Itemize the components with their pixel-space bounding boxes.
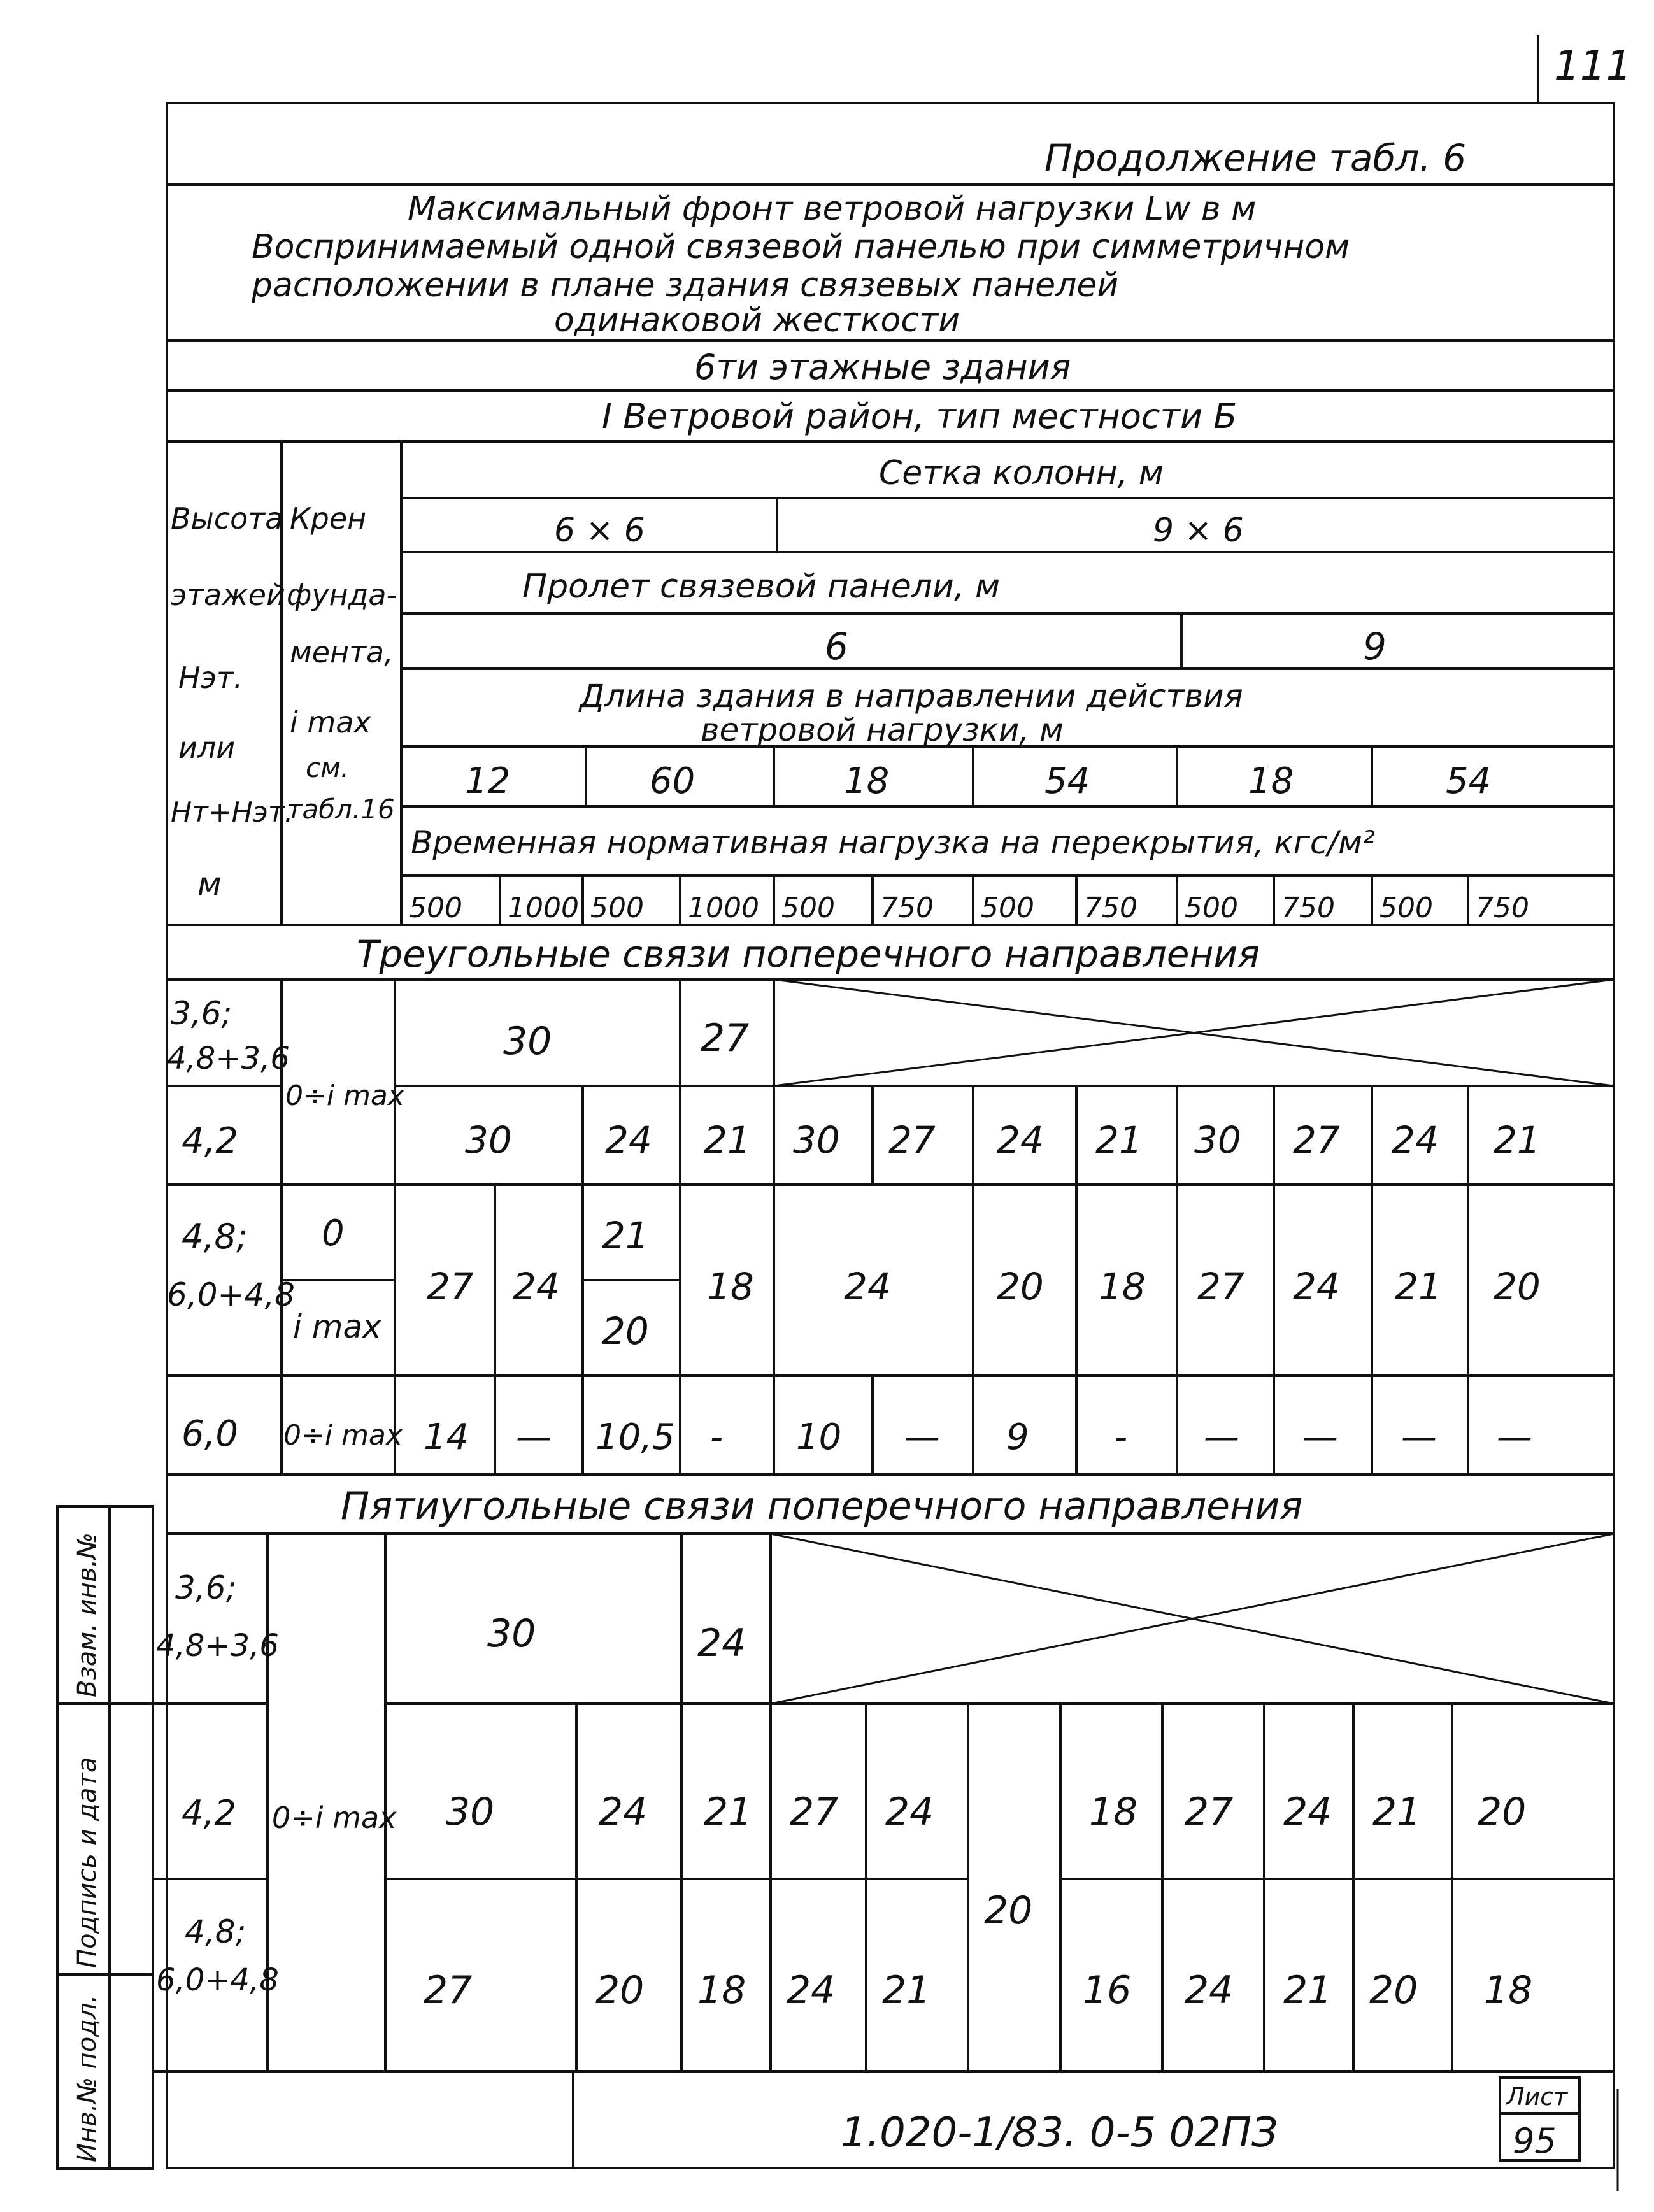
s1-cell: 9: [1006, 1416, 1029, 1458]
s1-cell: 24: [997, 1118, 1044, 1162]
stamp-replacement-inv: Взам. инв.№: [73, 1532, 102, 1697]
s1-row4-tilt: 0÷i max: [283, 1419, 403, 1452]
grid-value-6x6: 6 × 6: [554, 511, 645, 550]
tilt-label-6: табл.16: [287, 794, 395, 825]
load-value: 750: [1476, 892, 1529, 924]
s1-cell: 21: [1494, 1118, 1541, 1162]
s1-cell: 30: [1194, 1118, 1241, 1162]
s1-cell: 24: [1293, 1265, 1340, 1308]
s2-merged-cell: 20: [984, 1888, 1033, 1933]
main-title-line-1: Максимальный фронт ветровой нагрузки Lw в м: [408, 190, 1257, 228]
load-value: 500: [409, 892, 462, 924]
length-value: 60: [650, 760, 695, 802]
load-value: 750: [1084, 892, 1137, 924]
tilt-label-2: фунда-: [287, 578, 397, 612]
height-label-1: Высота: [171, 501, 283, 536]
building-type: 6ти этажные здания: [694, 347, 1071, 387]
height-label-4: или: [178, 731, 236, 765]
s1-cell: 21: [704, 1118, 751, 1162]
s1-cell: 21: [602, 1214, 649, 1257]
s1-cell: 30: [503, 1019, 552, 1064]
s2-cell: 18: [1089, 1790, 1138, 1834]
s2-cell: 30: [487, 1611, 536, 1656]
s1-cell: 30: [793, 1118, 840, 1162]
stamp-signature-date: Подпись и дата: [73, 1757, 102, 1968]
s1-cell: -: [710, 1416, 724, 1458]
s1-row1-height-1: 3,6;: [171, 995, 232, 1032]
main-title-line-4: одинаковой жесткости: [554, 301, 960, 339]
height-label-2: этажей: [171, 578, 285, 612]
height-label-5: Нт+Нэт.: [171, 796, 294, 829]
s2-cell: 24: [1283, 1790, 1332, 1834]
side-stamp: [57, 1506, 153, 2169]
s2-cell: 20: [1478, 1790, 1527, 1834]
length-label-2: ветровой нагрузки, м: [701, 711, 1064, 748]
s2-cell: 30: [446, 1790, 495, 1834]
s1-cell: —: [516, 1416, 552, 1458]
load-value: 750: [1281, 892, 1335, 924]
s1-cell: —: [1497, 1416, 1532, 1458]
s1-cell: —: [1302, 1416, 1338, 1458]
page-number: 111: [1554, 43, 1632, 90]
continuation-label: Продолжение табл. 6: [1044, 136, 1467, 180]
s1-cell: -: [1115, 1416, 1128, 1458]
s1-cell: 20: [1494, 1265, 1541, 1308]
s2-tilt-range: 0÷i max: [272, 1801, 397, 1835]
s1-cell: 21: [1395, 1265, 1442, 1308]
s2-cell: 27: [790, 1790, 839, 1834]
sheet-number: 95: [1513, 2121, 1557, 2161]
wind-region: I Ветровой район, тип местности Б: [602, 396, 1237, 436]
grid-label: Сетка колонн, м: [879, 454, 1164, 492]
main-title-line-2: Воспринимаемый одной связевой панелью при симметричном: [252, 228, 1350, 266]
s2-cell: 24: [599, 1790, 648, 1834]
tilt-label-1: Крен: [290, 501, 367, 536]
s1-cell: —: [1401, 1416, 1437, 1458]
s1-cell: 27: [1197, 1265, 1244, 1308]
s1-cell: 18: [707, 1265, 754, 1308]
s1-cell: 24: [844, 1265, 891, 1308]
length-value: 54: [1446, 760, 1492, 802]
s1-cell: 27: [888, 1118, 936, 1162]
s2-cell: 24: [787, 1968, 836, 2013]
s1-cell: 20: [602, 1309, 649, 1353]
span-label: Пролет связевой панели, м: [522, 567, 1001, 606]
s1-row3-height-1: 4,8;: [182, 1217, 248, 1257]
s1-cell: 21: [1095, 1118, 1143, 1162]
s2-cell: 20: [1369, 1968, 1418, 2013]
s2-cell: 27: [1185, 1790, 1234, 1834]
main-title-line-3: расположении в плане здания связевых панелей: [252, 266, 1119, 304]
s2-row3-height-1: 4,8;: [185, 1913, 246, 1950]
s2-row3-height-2: 6,0+4,8: [156, 1962, 279, 1998]
s2-cell: 21: [1283, 1968, 1332, 2013]
s1-row2-height: 4,2: [182, 1120, 239, 1162]
s2-cell: 24: [1185, 1968, 1234, 2013]
s2-cell: 21: [1372, 1790, 1422, 1834]
s2-cell: 18: [697, 1968, 746, 2013]
s2-cell: 20: [595, 1968, 645, 2013]
load-value: 500: [1380, 892, 1433, 924]
load-value: 500: [590, 892, 644, 924]
s2-row1-height-1: 3,6;: [175, 1569, 237, 1606]
s1-cell: 20: [997, 1265, 1044, 1308]
load-label: Временная нормативная нагрузка на перекрытия, кгс/м²: [411, 824, 1375, 861]
height-label-6: м: [197, 866, 222, 903]
tilt-label-3: мента,: [290, 635, 394, 669]
load-values: [409, 876, 1529, 925]
span-value-6: 6: [825, 625, 848, 668]
grid-value-9x6: 9 × 6: [1153, 511, 1244, 550]
s1-row3-height-2: 6,0+4,8: [167, 1276, 295, 1313]
s1-row2-values: [465, 1118, 1541, 1162]
section1-title: Треугольные связи поперечного направления: [357, 932, 1260, 976]
s1-row1-height-2: 4,8+3,6: [167, 1041, 290, 1076]
tilt-label-4: i max: [290, 705, 371, 739]
document-code: 1.020-1/83. 0-5 02ПЗ: [841, 2109, 1278, 2157]
span-value-9: 9: [1363, 625, 1387, 668]
section2-title: Пятиугольные связи поперечного направления: [341, 1484, 1303, 1529]
sheet-label: Лист: [1506, 2083, 1568, 2111]
s2-cell: 24: [885, 1790, 934, 1834]
s1-cell: 27: [427, 1265, 474, 1308]
load-value: 500: [781, 892, 835, 924]
s2-row1-height-2: 4,8+3,6: [156, 1628, 279, 1664]
s1-cell: 24: [1392, 1118, 1439, 1162]
s2-row2-height: 4,2: [182, 1793, 236, 1833]
s1-cell: —: [904, 1416, 940, 1458]
load-value: 750: [880, 892, 934, 924]
s1-cell: —: [1204, 1416, 1239, 1458]
s2-cell: 21: [704, 1790, 753, 1834]
s1-tilt-max: i max: [293, 1308, 381, 1345]
height-label-3: Нэт.: [178, 660, 243, 695]
s2-cell: 21: [882, 1968, 931, 2013]
s1-tilt-zero: 0: [322, 1213, 345, 1254]
s2-cell: 18: [1484, 1968, 1533, 2013]
s1-cell: 24: [513, 1265, 560, 1308]
load-value: 1000: [508, 892, 579, 924]
s1-row4-height: 6,0: [182, 1413, 239, 1455]
tilt-label-5: см.: [306, 752, 350, 783]
s2-row3-values: [424, 1968, 1532, 2013]
length-label-1: Длина здания в направлении действия: [580, 678, 1243, 715]
s1-row3-values: [427, 1214, 1541, 1353]
s1-cell: 30: [465, 1118, 512, 1162]
s1-cell: 14: [424, 1416, 469, 1458]
load-value: 500: [1185, 892, 1238, 924]
s2-cell: 27: [424, 1968, 473, 2013]
s2-row2-values: [446, 1790, 1526, 1834]
length-value: 54: [1044, 760, 1090, 802]
s1-tilt-range: 0÷i max: [285, 1080, 404, 1112]
load-value: 500: [981, 892, 1034, 924]
stamp-inv-no: Инв.№ подл.: [73, 1994, 102, 2162]
s1-cell: 10: [796, 1416, 842, 1458]
length-value: 18: [844, 760, 890, 802]
s1-cell: 24: [605, 1118, 652, 1162]
s1-cell: 27: [701, 1016, 750, 1060]
s1-row4-values: [424, 1416, 1532, 1458]
length-value: 12: [465, 760, 511, 802]
s2-cell: 24: [697, 1621, 746, 1666]
load-value: 1000: [688, 892, 759, 924]
s2-cell: 16: [1083, 1968, 1132, 2013]
length-value: 18: [1248, 760, 1294, 802]
s1-cell: 10,5: [595, 1416, 675, 1458]
s1-cell: 18: [1099, 1265, 1146, 1308]
s1-cell: 27: [1293, 1118, 1340, 1162]
